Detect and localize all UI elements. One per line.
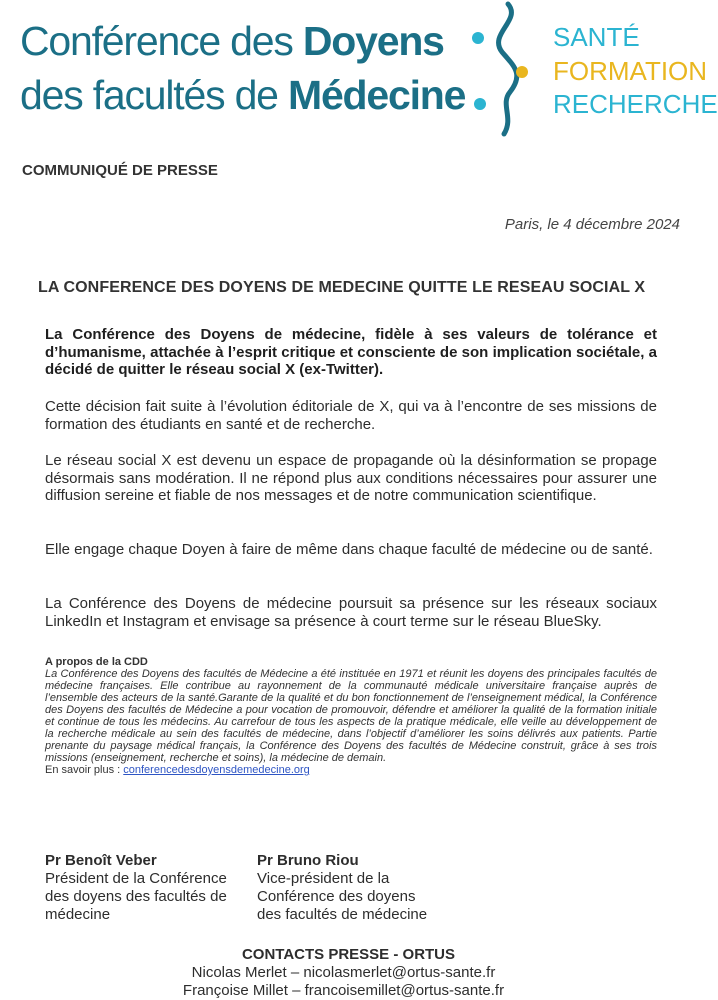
signature-vice-president bbox=[257, 852, 457, 924]
website-link[interactable]: conferencedesdoyensdemedecine.org bbox=[123, 764, 310, 776]
contact-line[interactable]: Nicolas Merlet – nicolasmerlet@ortus-sante.fr bbox=[191, 964, 496, 981]
about-more-label: En savoir plus : bbox=[45, 764, 124, 776]
press-contacts bbox=[0, 946, 687, 1000]
about-body: La Conférence des Doyens des facultés de Médecine a été instituée en 1971 et réunit les doyens des principales facultés de médecine françaises. Elle contribue au rayonnement de la communauté médicale universitaire française auprès de l’ensemble des acteurs de la santé.Garante de la qualité et du bon fonctionnement de l’enseignement médical, la Conférence des Doyens des facultés de Médecine a pour vocation de promouvoir, défendre et améliorer la qualité de la formation initiale et continue de tous les médecins. Au carrefour de tous les aspects de la pratique médicale, elle veille au développement de la recherche médicale au sein des facultés de médecine, dans l’objectif d’améliorer les soins délivrés aux patients. Partie prenante du paysage médical français, la Conférence des Doyens des facultés de Médecine construit, grâce à ses trois missions (enseignement, recherche et soins), la médecine de demain. bbox=[45, 668, 657, 764]
press-release-title: LA CONFERENCE DES DOYENS DE MEDECINE QUITTE LE RESEAU SOCIAL X bbox=[38, 279, 646, 296]
about-section bbox=[45, 656, 657, 776]
contacts-title: CONTACTS PRESSE - ORTUS bbox=[241, 946, 456, 963]
logo-text-line1: Conférence des Doyens bbox=[20, 18, 444, 64]
paragraph: Elle engage chaque Doyen à faire de même dans chaque faculté de médecine ou de santé. bbox=[45, 541, 653, 558]
header bbox=[0, 0, 718, 150]
about-more bbox=[45, 764, 657, 776]
paragraph: Le réseau social X est devenu un espace de propagande où la désinformation se propage désormais sans modération. Il ne répond plus aux conditions nécessaires pour assurer une diffusion sereine et fiable de nos messages et de notre communication scientifique. bbox=[45, 452, 657, 504]
signature-president bbox=[45, 852, 245, 924]
signature-role: Président de la Conférence des doyens des facultés de médecine bbox=[45, 870, 227, 923]
logo-text-line2: des facultés de Médecine bbox=[20, 72, 466, 118]
about-title: A propos de la CDD bbox=[45, 656, 148, 668]
paragraph-intro: La Conférence des Doyens de médecine, fidèle à ses valeurs de tolérance et d’humanisme, attachée à l’esprit critique et consciente de son implication sociétale, a décidé de quitter le réseau social X (ex-Twitter). bbox=[45, 326, 657, 378]
logo-serpent-icon bbox=[470, 0, 550, 150]
press-release-label: COMMUNIQUÉ DE PRESSE bbox=[22, 162, 218, 179]
signature-name: Pr Benoît Veber bbox=[45, 852, 157, 869]
tagline-sante: SANTÉ bbox=[553, 22, 640, 52]
paragraph: La Conférence des Doyens de médecine poursuit sa présence sur les réseaux sociaux LinkedIn et Instagram et envisage sa présence à court terme sur le réseau BlueSky. bbox=[45, 595, 657, 630]
tagline-formation: FORMATION bbox=[553, 56, 708, 86]
contact-line[interactable]: Françoise Millet – francoisemillet@ortus-sante.fr bbox=[182, 982, 505, 999]
signature-role: Vice-président de la Conférence des doyens des facultés de médecine bbox=[257, 870, 428, 923]
paragraph: Cette décision fait suite à l’évolution éditoriale de X, qui va à l’encontre de ses missions de formation des étudiants en santé et de recherche. bbox=[45, 398, 657, 433]
tagline-recherche: RECHERCHE bbox=[553, 89, 718, 119]
signature-name: Pr Bruno Riou bbox=[257, 852, 359, 869]
dateline: Paris, le 4 décembre 2024 bbox=[504, 216, 680, 233]
